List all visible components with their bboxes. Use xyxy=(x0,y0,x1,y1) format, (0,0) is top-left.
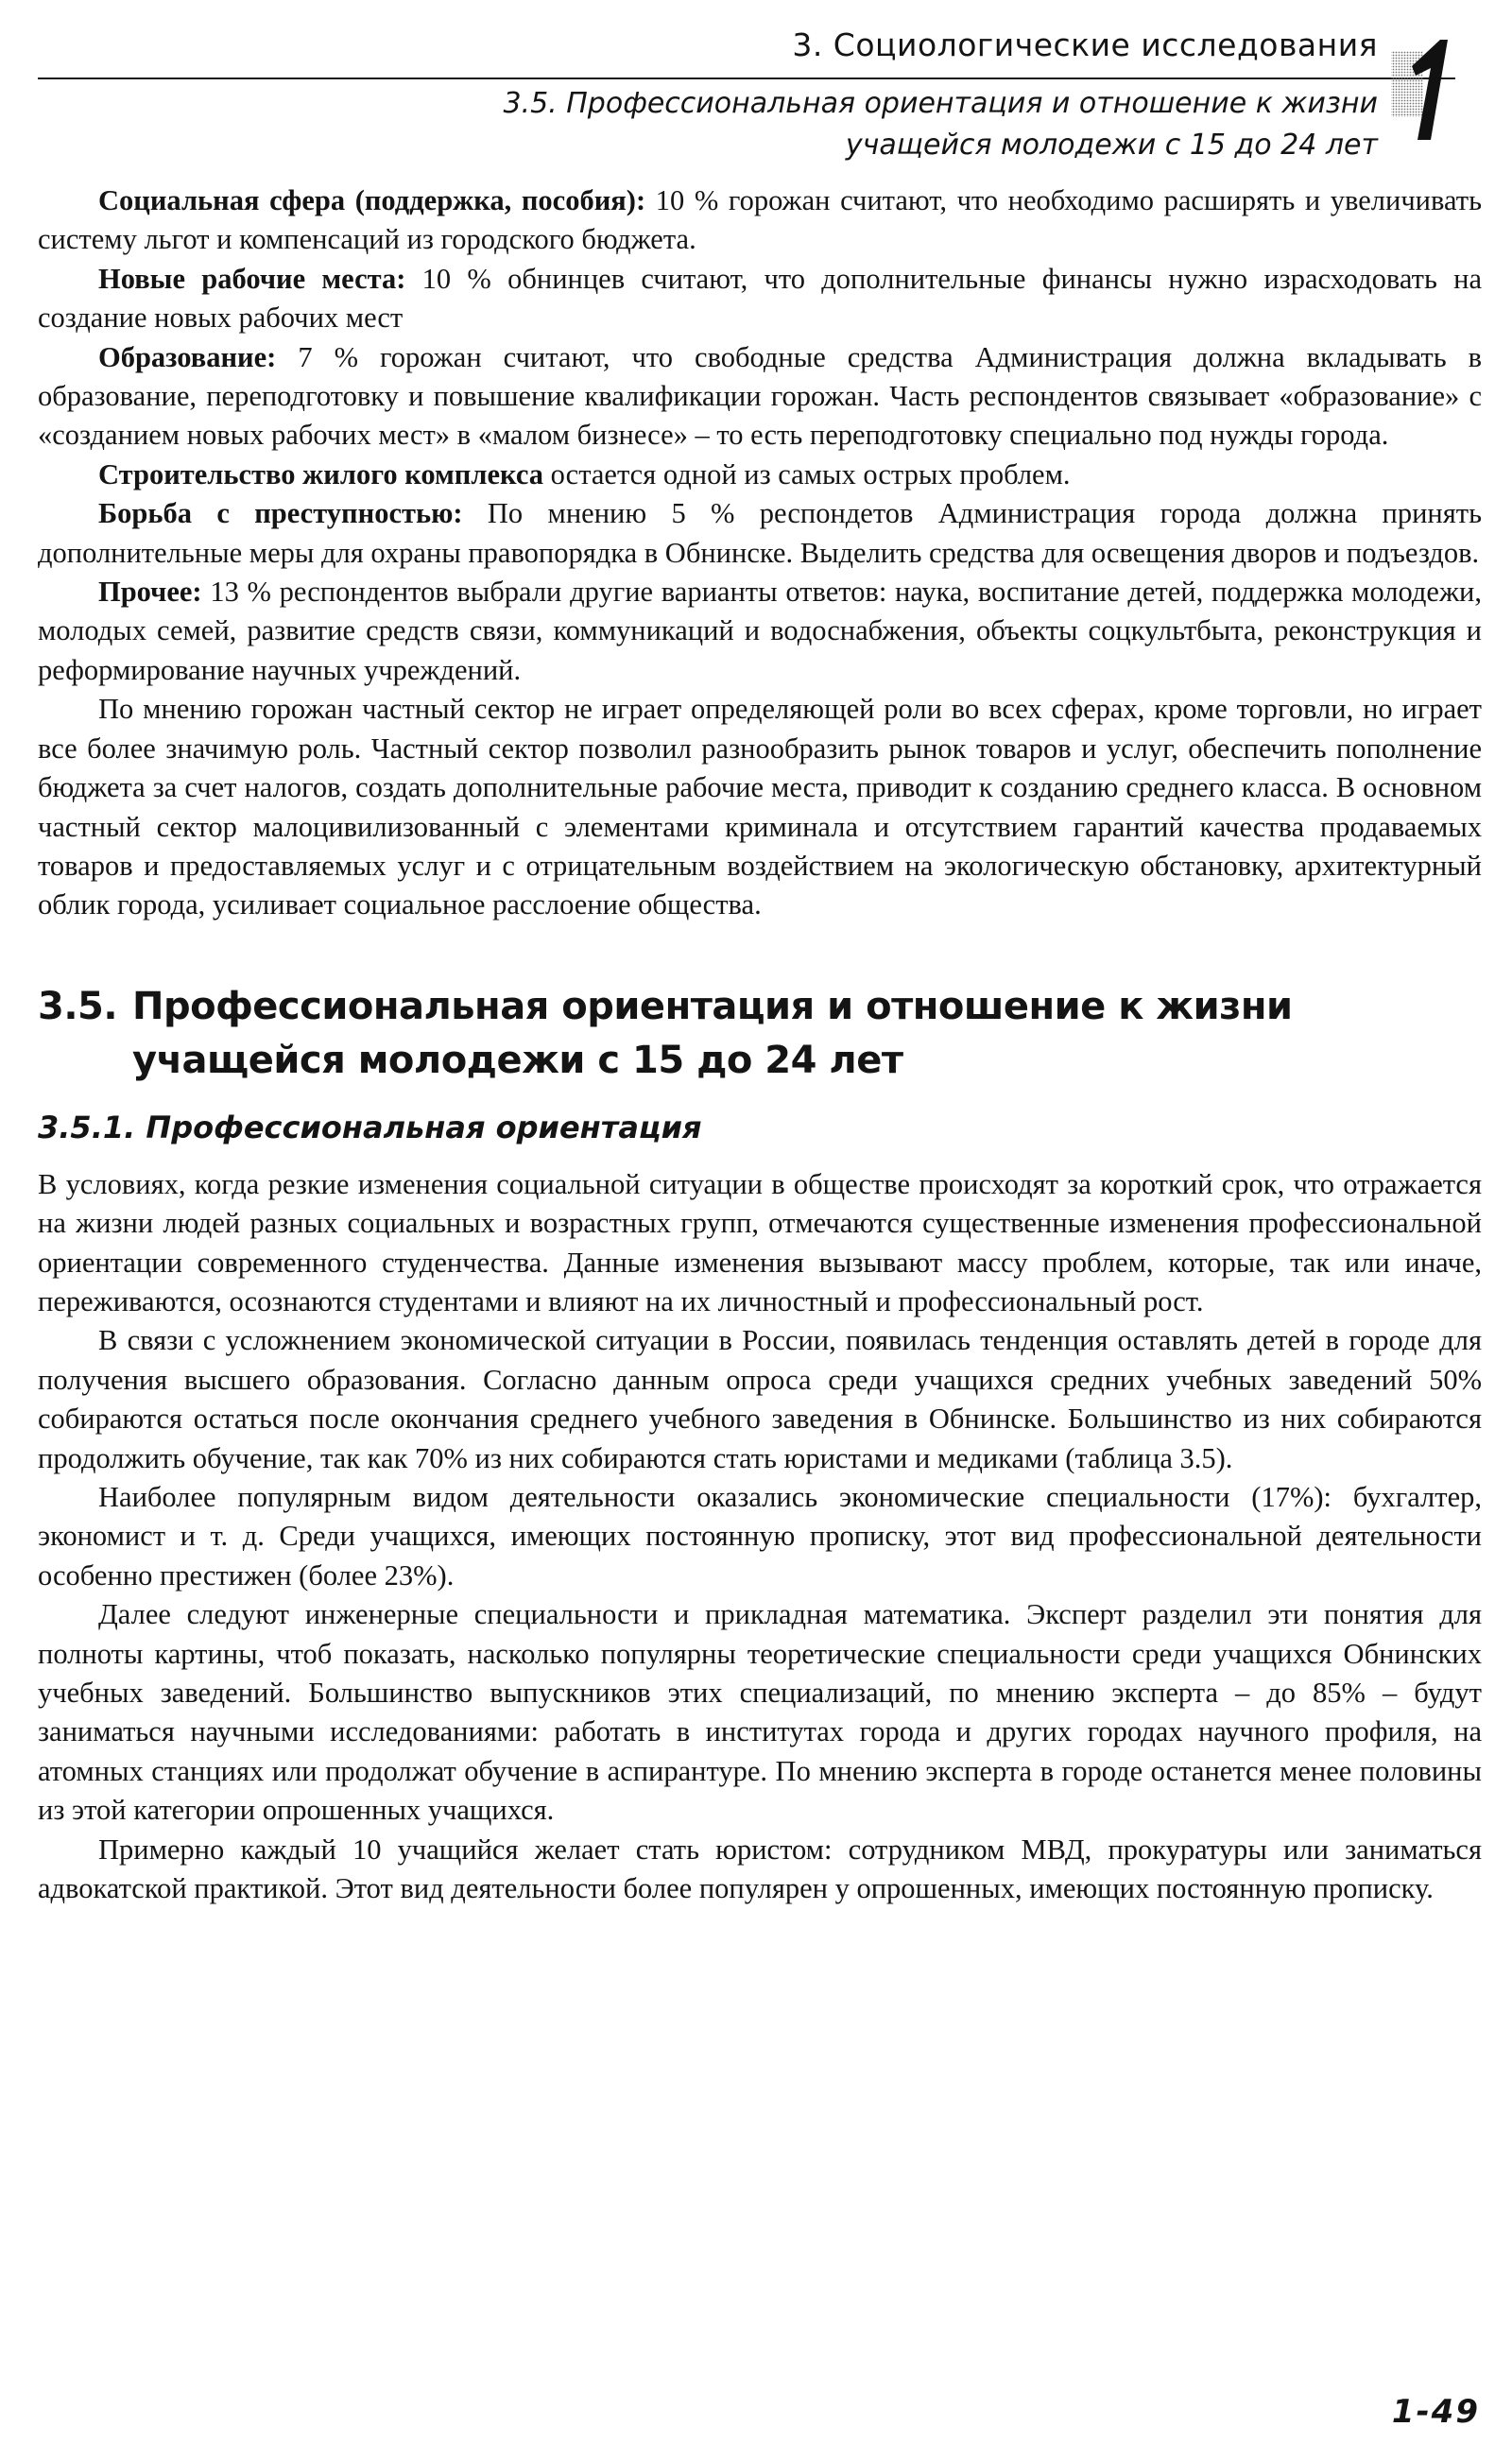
paragraph-lead: Новые рабочие места: xyxy=(98,262,406,295)
paragraph-new-jobs xyxy=(38,260,1482,338)
paragraph-body-1: В условиях, когда резкие изменения социальной ситуации в обществе происходят за короткий срок, что отражается на жизни людей разных социальных и возрастных групп, отмечаются существенные изменения профессиональной ориентации современного студенчества. Данные изменения вызывают массу проблем, которые, так или иначе, переживаются, осознаются студентами и влияют на их личностный и профессиональный рост. xyxy=(38,1167,1482,1317)
running-header xyxy=(38,26,1455,168)
paragraph-lead: Борьба с преступностью: xyxy=(98,497,463,530)
paragraph-education xyxy=(38,338,1482,456)
running-header-chapter: 3. Социологические исследования xyxy=(792,26,1378,63)
paragraph-body-4: Далее следуют инженерные специальности и прикладная математика. Эксперт разделил эти понятия для полноты картины, чтоб показать, насколько популярны теоретические специальности среди учащихся Обнинских учебных заведений. Большинство выпускников этих специализаций, по мнению эксперта – до 85% – будут заниматься научными исследованиями: работать в институтах города и других городах научного профиля, на атомных станциях или продолжат обучение в аспирантуре. По мнению эксперта в городе останется менее половины из этой категории опрошенных учащихся. xyxy=(38,1598,1482,1827)
paragraph-body-2: В связи с усложнением экономической ситуации в России, появилась тенденция оставлять детей в городе для получения высшего образования. Согласно данным опроса среди учащихся средних учебных заведений 50% собираются остаться после окончания среднего учебного заведения в Обнинске. Большинство из них собираются продолжить обучение, так как 70% из них собираются стать юристами и медиками (таблица 3.5). xyxy=(38,1324,1482,1474)
running-header-section xyxy=(503,83,1378,166)
paragraph-housing xyxy=(38,456,1482,494)
paragraph-other xyxy=(38,573,1482,690)
header-rule xyxy=(38,77,1455,79)
paragraph-lead: Образование: xyxy=(98,340,277,373)
section-title-line-2: учащейся молодежи с 15 до 24 лет xyxy=(132,1038,903,1082)
paragraph-crime xyxy=(38,494,1482,573)
paragraph-text: 10 % обнинцев считают, что дополнительные финансы нужно израсходовать на создание новых рабочих мест xyxy=(38,262,1482,335)
running-header-section-line-2: учащейся молодежи с 15 до 24 лет xyxy=(845,129,1378,162)
page-number: 1-49 xyxy=(1391,2393,1480,2431)
paragraph-body-5: Примерно каждый 10 учащийся желает стать юристом: сотрудником МВД, прокуратуры или заниматься адвокатской практикой. Этот вид деятельности более популярен у опрошенных, имеющих постоянную прописку. xyxy=(38,1833,1482,1905)
page-content xyxy=(38,181,1482,1908)
section-title xyxy=(38,980,1482,1088)
paragraph-text: По мнению 5 % респондетов Администрация города должна принять дополнительные меры для охраны правопорядка в Обнинске. Выделить средства для освещения дворов и подъездов. xyxy=(38,497,1482,569)
section-title-line-1: Профессиональная ориентация и отношение к жизни xyxy=(132,984,1293,1028)
paragraph-text: По мнению горожан частный сектор не играет определяющей роли во всех сферах, кроме торговли, но играет все более значимую роль. Частный сектор позволил разнообразить рынок товаров и услуг, обеспечить пополнение бюджета за счет налогов, создать дополнительные рабочие места, приводит к созданию среднего класса. В основном частный сектор малоцивилизованный с элементами криминала и отсутствием гарантий качества продаваемых товаров и предоставляемых услуг и с отрицательным воздействием на экологическую обстановку, архитектурный облик города, усиливает социальное расслоение общества. xyxy=(38,693,1482,921)
paragraph-text: 7 % горожан считают, что свободные средства Администрация должна вкладывать в образование, переподготовку и повышение квалификации горожан. Часть респондентов связывает «образование» с «созданием новых рабочих мест» в «малом бизнесе» – то есть переподготовку специально под нужды города. xyxy=(38,340,1482,452)
subsection-title: 3.5.1. Профессиональная ориентация xyxy=(38,1109,702,1145)
chapter-number-mark xyxy=(1389,34,1455,147)
paragraph-text: 10 % горожан считают, что необходимо расширять и увеличивать систему льгот и компенсаций из городского бюджета. xyxy=(38,184,1482,256)
paragraph-private-sector xyxy=(38,690,1482,924)
paragraph-social-sphere xyxy=(38,181,1482,260)
paragraph-lead: Социальная сфера (поддержка, пособия): xyxy=(98,184,646,216)
paragraph-text: 13 % респондентов выбрали другие варианты ответов: наука, воспитание детей, поддержка молодежи, молодых семей, развитие средств связи, коммуникаций и водоснабжения, объекты соцкультбыта, реконструкция и реформирование научных учреждений. xyxy=(38,576,1482,686)
paragraph-lead: Строительство жилого комплекса xyxy=(98,457,544,490)
paragraph-text: остается одной из самых острых проблем. xyxy=(543,457,1071,490)
running-header-section-line-1: 3.5. Профессиональная ориентация и отношение к жизни xyxy=(503,87,1378,120)
paragraph-lead: Прочее: xyxy=(98,576,202,609)
paragraph-body-3: Наиболее популярным видом деятельности оказались экономические специальности (17%): бухгалтер, экономист и т. д. Среди учащихся, имеющих постоянную прописку, этот вид профессиональной деятельности особенно престижен (более 23%). xyxy=(38,1480,1482,1592)
section-number: 3.5. xyxy=(38,984,118,1028)
